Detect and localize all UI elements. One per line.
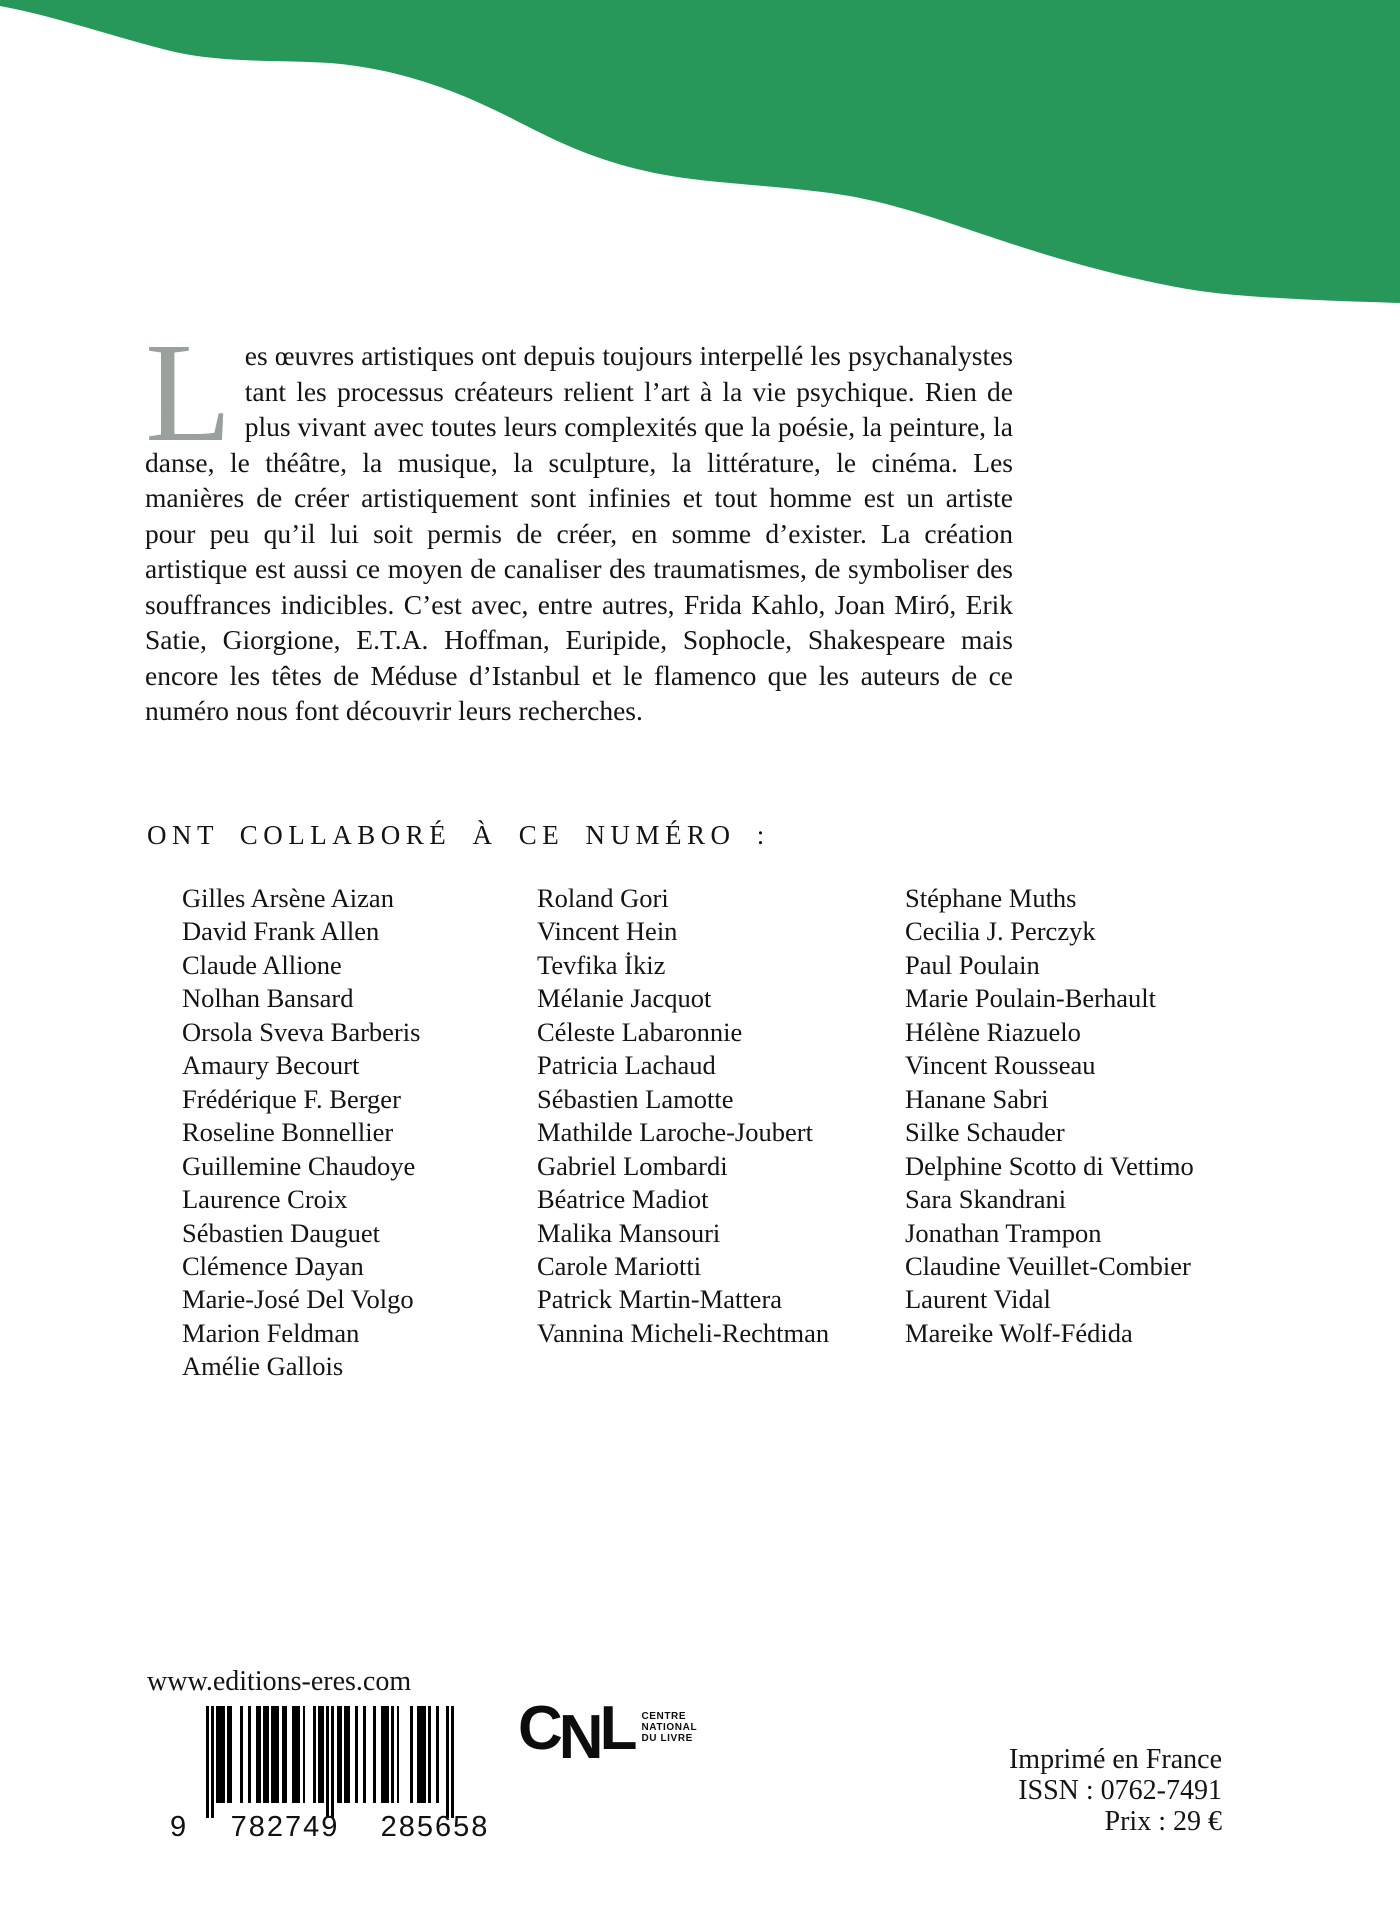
contributor-name: Laurent Vidal [905, 1284, 1051, 1315]
barcode-bar [386, 1706, 389, 1803]
green-wave-shape [0, 0, 1400, 303]
contributor-name: Roland Gori [537, 883, 669, 913]
barcode-digits-group2: 285658 [380, 1811, 490, 1843]
contributor-name: Mareike Wolf-Fédida [905, 1317, 1133, 1348]
barcode-bar [339, 1706, 342, 1803]
cnl-letter-c: C [518, 1694, 559, 1763]
barcode-bar [446, 1706, 449, 1818]
cnl-logo [518, 1694, 698, 1772]
contributor-name: Roseline Bonnellier [182, 1117, 394, 1148]
contributor-name: Claude Allione [182, 949, 342, 980]
barcode-bar [347, 1706, 350, 1803]
imprint-block [920, 1744, 1222, 1837]
cnl-letter-n: N [558, 1703, 600, 1772]
contributor-name: Céleste Labaronnie [537, 1016, 743, 1047]
website-url: www.editions-eres.com [147, 1666, 412, 1697]
contributor-name: Sébastien Lamotte [537, 1083, 734, 1114]
barcode-bar [313, 1706, 316, 1803]
barcode-digit-left: 9 [170, 1811, 187, 1843]
barcode-bar [266, 1706, 269, 1803]
contributors-column-1 [182, 882, 420, 1384]
contributor-name: Marie-José Del Volgo [182, 1284, 414, 1315]
cnl-caption [641, 1711, 697, 1744]
contributors-heading: ONT COLLABORÉ À CE NUMÉRO : [147, 820, 770, 850]
contributor-name: Hanane Sabri [905, 1083, 1049, 1114]
contributor-name: Paul Poulain [905, 949, 1040, 980]
contributor-name: Marie Poulain-Berhault [905, 983, 1156, 1014]
contributor-name: Sébastien Dauguet [182, 1217, 380, 1248]
contributor-name: Sara Skandrani [905, 1184, 1067, 1215]
contributor-name: Claudine Veuillet-Combier [905, 1250, 1191, 1281]
contributor-name: Patrick Martin-Mattera [537, 1284, 783, 1315]
contributor-name: Guillemine Chaudoye [182, 1150, 416, 1181]
contributor-name: Malika Mansouri [537, 1217, 721, 1248]
contributor-name: Mélanie Jacquot [537, 983, 712, 1014]
contributor-name: Hélène Riazuelo [905, 1016, 1081, 1047]
contributor-name: Gilles Arsène Aizan [182, 883, 394, 913]
barcode-bar [436, 1706, 439, 1803]
barcode-bar [410, 1706, 413, 1803]
contributor-name: Silke Schauder [905, 1117, 1065, 1148]
contributor-name: Orsola Sveva Barberis [182, 1016, 421, 1047]
contributor-name: Vincent Hein [537, 916, 678, 947]
barcode-bar [331, 1706, 334, 1818]
contributor-name: Carole Mariotti [537, 1250, 702, 1281]
intro-paragraph [145, 313, 1013, 729]
contributor-name: Amélie Gallois [182, 1351, 344, 1382]
barcode-bar [248, 1706, 251, 1803]
barcode-bars [206, 1706, 454, 1820]
contributor-name: Béatrice Madiot [537, 1184, 709, 1215]
contributor-name: Amaury Becourt [182, 1050, 360, 1081]
contributor-name: David Frank Allen [182, 916, 380, 947]
intro-text: es œuvres artistiques ont depuis toujours interpellé les psychanalystes tant les processus créateurs relient l’art à la vie psychique. Rien de plus vivant avec toutes leurs complexités que la poésie, la peinture, la danse, le théâtre, la musique, la sculpture, la littérature, le cinéma. Les manières de créer artistiquement sont infinies et tout homme est un artiste pour peu qu’il lui soit permis de créer, en somme d’exister. La création artistique est aussi ce moyen de canaliser des traumatismes, de symboliser des souffrances indicibles. C’est avec, entre autres, Frida Kahlo, Joan Miró, Erik Satie, Giorgione, E.T.A. Hoffman, Euripide, Sophocle, Shakespeare mais encore les têtes de Méduse d’Istanbul et le flamenco que les auteurs de ce numéro nous font découvrir leurs recherches. [145, 340, 1013, 726]
barcode-bar [276, 1706, 279, 1803]
contributor-name: Jonathan Trampon [905, 1217, 1102, 1248]
cnl-caption-line: DU LIVRE [641, 1733, 693, 1744]
barcode-bar [363, 1706, 366, 1803]
contributor-name: Vincent Rousseau [905, 1050, 1096, 1081]
contributor-name: Gabriel Lombardi [537, 1150, 728, 1181]
barcode-bar [397, 1706, 400, 1803]
dropcap-letter: L [145, 313, 232, 471]
contributor-name: Clémence Dayan [182, 1250, 364, 1281]
barcode-bar [355, 1706, 358, 1803]
barcode-bar [258, 1706, 261, 1803]
contributors-column-3 [905, 882, 1194, 1350]
contributor-name: Laurence Croix [182, 1184, 348, 1215]
contributor-name: Patricia Lachaud [537, 1050, 716, 1081]
cnl-letters [518, 1694, 634, 1772]
contributors-column-2 [537, 882, 829, 1350]
barcode-digits [170, 1811, 490, 1847]
imprint-price: Prix : 29 € [1104, 1806, 1222, 1837]
barcode-bar [451, 1706, 454, 1818]
barcode-digits-group1: 782749 [230, 1811, 340, 1843]
barcode-bar [206, 1706, 209, 1818]
contributor-name: Frédérique F. Berger [182, 1083, 401, 1114]
imprint-printed-in: Imprimé en France [1008, 1744, 1222, 1775]
imprint-issn: ISSN : 0762-7491 [1018, 1775, 1222, 1806]
contributor-name: Stéphane Muths [905, 883, 1077, 913]
barcode-bar [321, 1706, 324, 1803]
barcode-bar [229, 1706, 232, 1803]
contributor-name: Vannina Micheli-Rechtman [537, 1317, 830, 1348]
cnl-letter-l: L [599, 1694, 634, 1763]
contributor-name: Tevfika İkiz [537, 949, 666, 980]
barcode-bar [211, 1706, 214, 1818]
contributor-name: Delphine Scotto di Vettimo [905, 1150, 1194, 1181]
barcode-bar [284, 1706, 287, 1803]
contributor-name: Mathilde Laroche-Joubert [537, 1117, 813, 1148]
contributor-name: Marion Feldman [182, 1317, 360, 1348]
cnl-caption-line: NATIONAL [641, 1722, 698, 1733]
barcode-bar [240, 1706, 243, 1803]
barcode-bar [297, 1706, 300, 1803]
contributor-name: Nolhan Bansard [182, 983, 354, 1014]
green-wave [0, 0, 1400, 312]
barcode-bar [373, 1706, 376, 1803]
barcode-bar [423, 1706, 426, 1803]
barcode-bar [326, 1706, 329, 1818]
contributor-name: Cecilia J. Perczyk [905, 916, 1096, 947]
barcode-bar [428, 1706, 431, 1803]
barcode-bar [222, 1706, 225, 1803]
cnl-caption-line: CENTRE [641, 1711, 687, 1722]
barcode-bar [303, 1706, 306, 1803]
barcode-bar [391, 1706, 394, 1803]
